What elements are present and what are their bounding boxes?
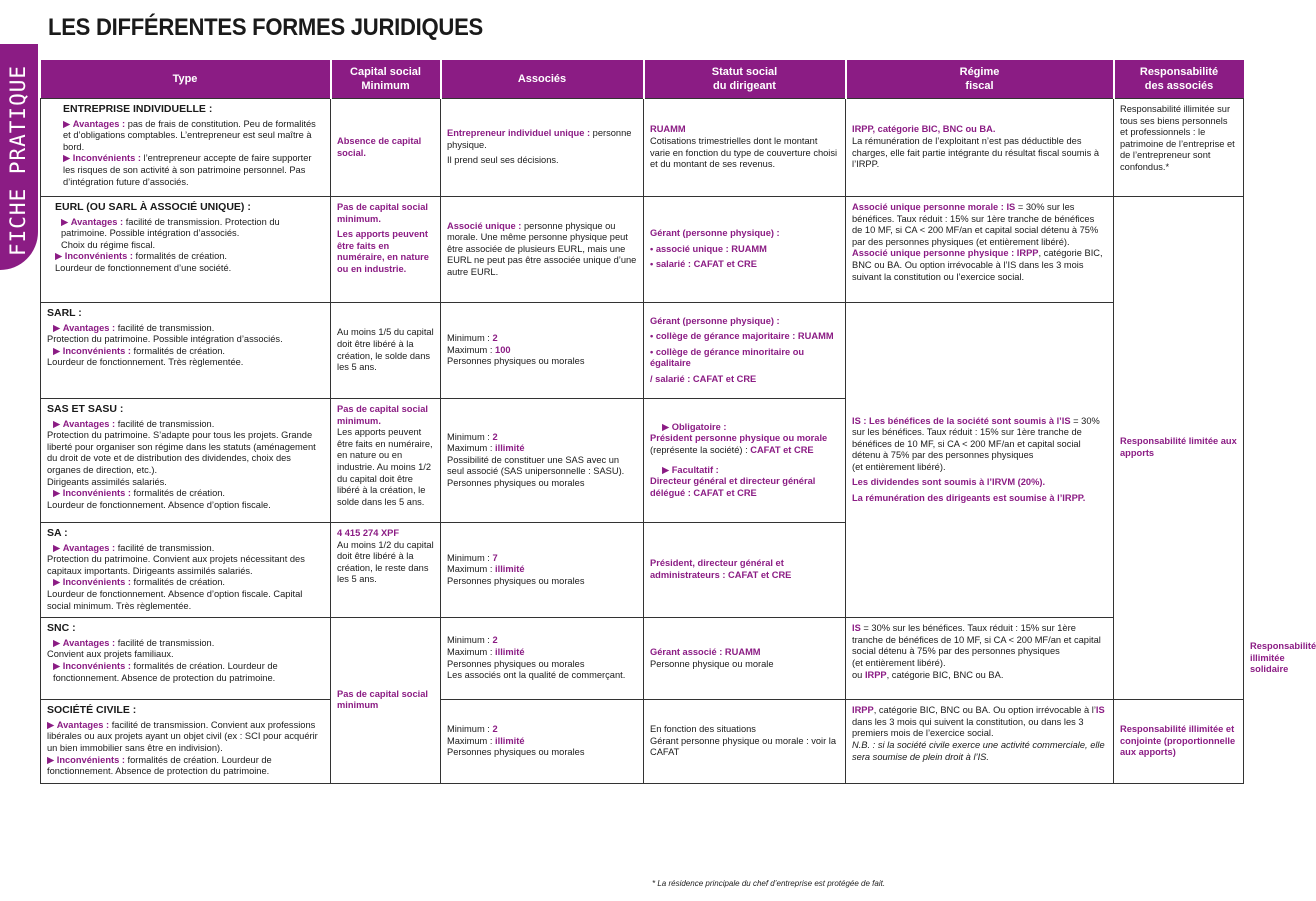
advantages: ▶ Avantages : facilité de transmission. (53, 542, 215, 553)
responsabilite-cell: Responsabilité illimitée sur tous ses biens personnels et professionnels : le patrimoine de l’entreprise et de l’entrepreneur sont confondus.* (1114, 99, 1244, 197)
statut-cell: Gérant associé : RUAMM Personne physique ou morale (644, 618, 846, 700)
associes-cell: Minimum : 7 Maximum : illimité Personnes physiques ou morales (441, 523, 644, 618)
associes-cell: Minimum : 2 Maximum : illimité Personnes physiques ou morales Les associés ont la qualité de commerçant. (441, 618, 644, 700)
responsabilite-cell: Responsabilité illimitée et conjointe (proportionnelle aux apports) (1114, 700, 1244, 784)
type-cell (41, 197, 331, 303)
associes-cell: Associé unique : personne physique ou morale. Une même personne physique peut être associée de plusieurs EURL, mais une EURL ne peut pas être associée unique d’une autre EURL. (441, 197, 644, 303)
advantages: ▶ Avantages : pas de frais de constitution. Peu de formalités et d’obligations comptables. L’entrepreneur est seul maître à bord. (63, 118, 316, 152)
drawbacks: ▶ Inconvénients : formalités de création. Lourdeur de fonctionnement. Absence de protection du patrimoine. (53, 660, 278, 683)
advantages: ▶ Avantages : facilité de transmission. Protection du patrimoine. Possible intégration d’associés. Choix du régime fiscal. (61, 216, 280, 250)
header-type: Type (41, 60, 331, 99)
statut-cell: ▶ Obligatoire : Président personne physique ou morale (représente la société) : CAFAT et CRE ▶ Facultatif : Directeur général et directeur général délégué : CAFAT et CRE (644, 399, 846, 523)
table-row-sarl (41, 303, 1244, 399)
type-cell (41, 99, 331, 197)
advantages: ▶ Avantages : facilité de transmission. (53, 637, 215, 648)
regime-cell: Associé unique personne morale : IS = 30% sur les bénéfices. Taux réduit : 15% sur 1ère tranche de bénéfices de 10 MF, si CA < 200 MF/an et capital social détenu à 75% par des personnes physiques (et entièrement libéré). Associé unique personne physique : IRPP, catégorie BIC, BNC ou BA. Ou option irrévocable à l’IS dans les 3 mois suivant la constitution ou l’exercice social. (846, 197, 1114, 303)
legal-forms-table (40, 60, 1316, 784)
header-regime: Régime fiscal (846, 60, 1114, 99)
header-row (41, 60, 1244, 99)
type-name: SNC : (47, 622, 76, 635)
regime-cell: IRPP, catégorie BIC, BNC ou BA. Ou option irrévocable à l’IS dans les 3 mois qui suivent la constitution, ou dans les 3 premiers mois de l’exercice social. N.B. : si la société civile exerce une activité commerciale, elle sera soumise de plein droit à l’IS. (846, 700, 1114, 784)
capital-cell: Pas de capital social minimum. Les apports peuvent être faits en numéraire, en nature ou en industrie. Au moins 1/2 du capital doit être libéré à la création, le solde dans les 5 ans. (331, 399, 441, 523)
type-cell (41, 700, 331, 784)
type-cell: SAS ET SASU : ▶ Avantages : facilité de transmission. Protection du patrimoine. S’adapte pour tous les projets. Grande liberté pour organiser son régime dans les statuts (aménagement du droit de vote et de distribution des dividendes, choix des organes de direction, etc.). Dirigeants assimilés salariés. ▶ Inconvénients : formalités de création. Lourdeur de fonctionnement. Absence d’option fiscale. (41, 399, 331, 523)
capital-cell: Absence de capital social. (331, 99, 441, 197)
drawbacks: ▶ Inconvénients : formalités de création. (53, 488, 225, 499)
header-associes: Associés (441, 60, 644, 99)
regime-cell: IRPP, catégorie BIC, BNC ou BA. La rémunération de l’exploitant n’est pas déductible des charges, elle fait partie intégrante du résultat fiscal soumis à l’IRPP. (846, 99, 1114, 197)
capital-cell: Pas de capital social minimum (331, 618, 441, 784)
page-title: LES DIFFÉRENTES FORMES JURIDIQUES (48, 14, 484, 41)
regime-cell: IS : Les bénéfices de la société sont soumis à l’IS = 30% sur les bénéfices. Taux réduit : 15% sur 1ère tranche de bénéfices de 10 MF, si CA < 200 MF/an et capital social détenu à 75% par des personnes physiques (et entièrement libéré). Les dividendes sont soumis à l’IRVM (20%). La rémunération des dirigeants est soumise à l’IRPP. (846, 303, 1114, 618)
header-responsabilite: Responsabilité des associés (1114, 60, 1244, 99)
responsabilite-cell: Responsabilité limitée aux apports (1114, 197, 1244, 700)
associes-cell: Minimum : 2 Maximum : 100 Personnes physiques ou morales (441, 303, 644, 399)
advantages: ▶ Avantages : facilité de transmission. (53, 418, 215, 429)
table-row-snc: SNC : ▶ Avantages : facilité de transmission. Convient aux projets familiaux. ▶ Inconvénients : formalités de création. Lourdeur de fonctionnement. Absence de protection du patrimoine. Pas de capital social minimum Minimum : 2 Maximum : illimité Personnes physiques ou morales Les associés ont la qualité de commerçant. Gérant associé : RUAMM Personne physique ou morale IS = 30% sur les bénéfices. Taux réduit : 15% sur 1ère tranche de bénéfices de 10 MF, si CA < 200 MF/an et capital social détenu à 75% par des personnes physiques (et entièrement libéré). ou IRPP, catégorie BIC, BNC ou BA. Responsabilité illimitée solidaire (41, 618, 1244, 700)
statut-cell: Gérant (personne physique) : • collège de gérance majoritaire : RUAMM • collège de gérance minoritaire ou égalitaire / salarié : CAFAT et CRE (644, 303, 846, 399)
table-row-sc (41, 700, 1244, 784)
advantages: ▶ Avantages : facilité de transmission. (53, 322, 215, 333)
regime-cell: IS = 30% sur les bénéfices. Taux réduit : 15% sur 1ère tranche de bénéfices de 10 MF, si CA < 200 MF/an et capital social détenu à 75% par des personnes physiques (et entièrement libéré). ou IRPP, catégorie BIC, BNC ou BA. (846, 618, 1114, 700)
capital-cell: Au moins 1/5 du capital doit être libéré à la création, le solde dans les 5 ans. (331, 303, 441, 399)
type-cell: SNC : ▶ Avantages : facilité de transmission. Convient aux projets familiaux. ▶ Inconvénients : formalités de création. Lourdeur de fonctionnement. Absence de protection du patrimoine. (41, 618, 331, 700)
associes-cell: Minimum : 2 Maximum : illimité Possibilité de constituer une SAS avec un seul associé (SAS unipersonnelle : SASU). Personnes physiques ou morales (441, 399, 644, 523)
capital-cell: 4 415 274 XPF Au moins 1/2 du capital doit être libéré à la création, le reste dans les 5 ans. (331, 523, 441, 618)
advantages: ▶ Avantages : facilité de transmission. Convient aux professions libérales ou aux projets ayant un objet civil (ex : SCI pour acquérir un bien immobilier sans être en indivision). (47, 719, 318, 753)
type-name: ENTREPRISE INDIVIDUELLE : (63, 103, 213, 115)
statut-cell: Président, directeur général et administrateurs : CAFAT et CRE (644, 523, 846, 618)
side-tab-label: FICHE PRATIQUE (6, 64, 30, 256)
type-name: SOCIÉTÉ CIVILE : (47, 704, 137, 717)
drawbacks: ▶ Inconvénients : formalités de création. (53, 345, 225, 356)
drawbacks: ▶ Inconvénients : l’entrepreneur accepte de faire supporter les risques de son activité à son patrimoine personnel. Pas d’intégration future d’associés. (63, 153, 312, 187)
drawbacks: ▶ Inconvénients : formalités de création. (53, 577, 225, 588)
statut-cell: En fonction des situations Gérant personne physique ou morale : voir la CAFAT (644, 700, 846, 784)
associes-cell: Minimum : 2 Maximum : illimité Personnes physiques ou morales (441, 700, 644, 784)
type-name: SA : (47, 527, 68, 539)
type-cell: SARL : ▶ Avantages : facilité de transmission. Protection du patrimoine. Possible intégration d’associés. ▶ Inconvénients : formalités de création. Lourdeur de fonctionnement. Très règlementée. (41, 303, 331, 399)
type-cell: SA : ▶ Avantages : facilité de transmission. Protection du patrimoine. Convient aux projets nécessitant des capitaux importants. Dirigeants assimilés salariés. ▶ Inconvénients : formalités de création. Lourdeur de fonctionnement. Absence d’option fiscale. Capital social minimum. Très règlementée. (41, 523, 331, 618)
table-row-eurl (41, 197, 1244, 303)
table-row-ei (41, 99, 1244, 197)
drawbacks: ▶ Inconvénients : formalités de création. Lourdeur de fonctionnement d’une société. (55, 251, 232, 273)
header-statut: Statut social du dirigeant (644, 60, 846, 99)
capital-cell: Pas de capital social minimum. Les apports peuvent être faits en numéraire, en nature ou en industrie. (331, 197, 441, 303)
statut-cell: RUAMM Cotisations trimestrielles dont le montant varie en fonction du type de couverture choisi et du montant de ses revenus. (644, 99, 846, 197)
type-name: SAS ET SASU : (47, 403, 124, 415)
type-name: SARL : (47, 307, 82, 319)
header-capital: Capital social Minimum (331, 60, 441, 99)
associes-cell: Entrepreneur individuel unique : personne physique. Il prend seul ses décisions. (441, 99, 644, 197)
type-name: EURL (OU SARL À ASSOCIÉ UNIQUE) : (55, 201, 251, 213)
footnote: * La résidence principale du chef d’entreprise est protégée de fait. (652, 879, 886, 888)
statut-cell: Gérant (personne physique) : • associé unique : RUAMM • salarié : CAFAT et CRE (644, 197, 846, 303)
drawbacks: ▶ Inconvénients : formalités de création. Lourdeur de fonctionnement. Absence de protection du patrimoine. (47, 754, 272, 777)
